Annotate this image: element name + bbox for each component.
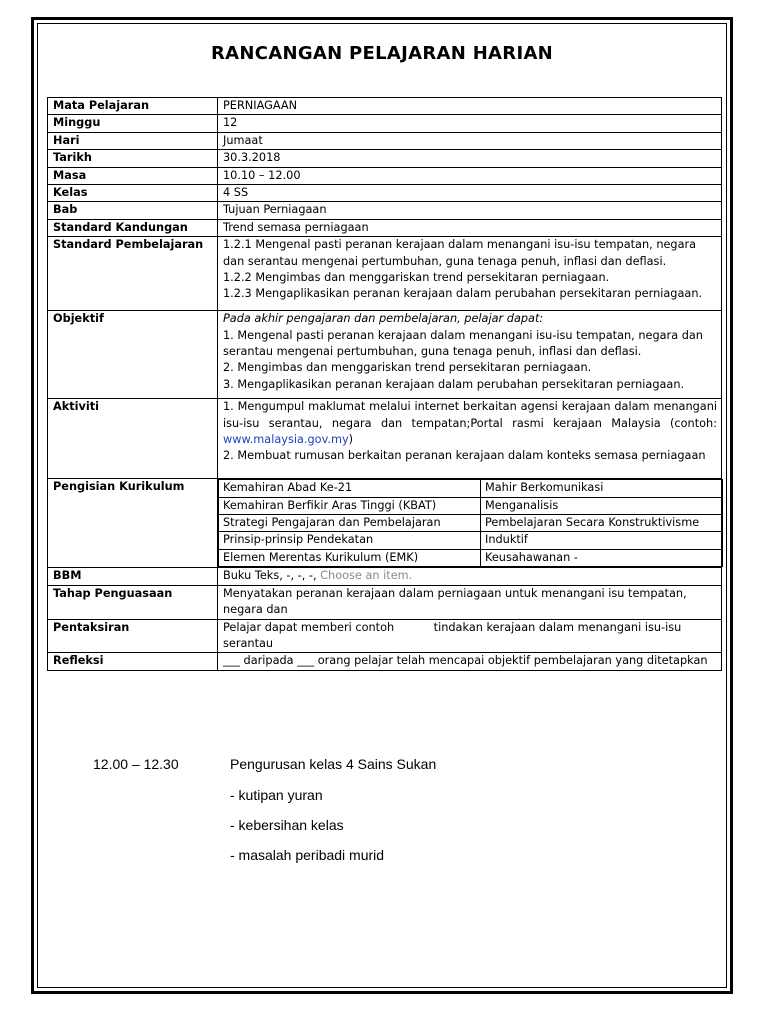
label-standard-pembelajaran: Standard Pembelajaran (48, 237, 218, 311)
value-bbm (218, 568, 722, 585)
kurikulum-value: Induktif (481, 532, 723, 549)
aktiviti-text-end: ) (348, 433, 354, 447)
kurikulum-key: Strategi Pengajaran dan Pembelajaran (219, 515, 481, 532)
schedule-time: 12.00 – 12.30 (93, 756, 179, 772)
row-tarikh (48, 150, 722, 167)
kurikulum-key: Kemahiran Berfikir Aras Tinggi (KBAT) (219, 497, 481, 514)
value-tarikh: 30.3.2018 (218, 150, 722, 167)
schedule-item: - kutipan yuran (230, 787, 323, 803)
kurikulum-key: Prinsip-prinsip Pendekatan (219, 532, 481, 549)
label-refleksi: Refleksi (48, 653, 218, 670)
label-tarikh: Tarikh (48, 150, 218, 167)
label-tahap-penguasaan: Tahap Penguasaan (48, 585, 218, 619)
row-objektif (48, 311, 722, 399)
value-kelas: 4 SS (218, 185, 722, 202)
row-bbm (48, 568, 722, 585)
label-standard-kandungan: Standard Kandungan (48, 219, 218, 236)
label-kelas: Kelas (48, 185, 218, 202)
row-pengisian-kurikulum (48, 479, 722, 568)
value-tahap-penguasaan: Menyatakan peranan kerajaan dalam perniagaan untuk menangani isu tempatan, negara dan (218, 585, 722, 619)
schedule-item: - kebersihan kelas (230, 817, 344, 833)
value-objektif (218, 311, 722, 399)
bbm-text: Buku Teks, -, -, -, (223, 569, 321, 583)
value-standard-kandungan: Trend semasa perniagaan (218, 219, 722, 236)
schedule-title: Pengurusan kelas 4 Sains Sukan (230, 756, 437, 772)
kurikulum-row (219, 497, 723, 514)
label-bab: Bab (48, 202, 218, 219)
value-mata-pelajaran: PERNIAGAAN (218, 98, 722, 115)
label-masa: Masa (48, 167, 218, 184)
value-pentaksiran: Pelajar dapat memberi contoh tindakan kerajaan dalam menangani isu-isu serantau (218, 619, 722, 653)
label-aktiviti: Aktiviti (48, 399, 218, 479)
schedule-item: - masalah peribadi murid (230, 847, 385, 863)
kurikulum-key: Kemahiran Abad Ke-21 (219, 480, 481, 497)
value-aktiviti (218, 399, 722, 479)
row-standard-pembelajaran (48, 237, 722, 311)
objektif-line: 2. Mengimbas dan menggariskan trend persekitaran perniagaan. (223, 361, 592, 375)
label-hari: Hari (48, 132, 218, 149)
kurikulum-row (219, 480, 723, 497)
kurikulum-row (219, 515, 723, 532)
label-objektif: Objektif (48, 311, 218, 399)
row-pentaksiran (48, 619, 722, 653)
row-bab (48, 202, 722, 219)
row-kelas (48, 185, 722, 202)
kurikulum-row (219, 549, 723, 566)
value-bab: Tujuan Perniagaan (218, 202, 722, 219)
row-masa (48, 167, 722, 184)
value-pengisian-kurikulum (218, 479, 722, 568)
objektif-line: 1. Mengenal pasti peranan kerajaan dalam menangani isu-isu tempatan, negara dan serantau mengenai pertumbuhan, guna tenaga penuh, inflasi dan deflasi. (223, 328, 703, 359)
label-pentaksiran: Pentaksiran (48, 619, 218, 653)
objektif-line: 3. Mengaplikasikan peranan kerajaan dalam perubahan persekitaran perniagaan. (223, 377, 685, 391)
value-minggu: 12 (218, 115, 722, 132)
label-mata-pelajaran: Mata Pelajaran (48, 98, 218, 115)
row-hari (48, 132, 722, 149)
kurikulum-value: Mahir Berkomunikasi (481, 480, 723, 497)
kurikulum-key: Elemen Merentas Kurikulum (EMK) (219, 549, 481, 566)
value-hari: Jumaat (218, 132, 722, 149)
label-minggu: Minggu (48, 115, 218, 132)
kurikulum-table (218, 479, 723, 567)
kurikulum-row (219, 532, 723, 549)
row-mata-pelajaran (48, 98, 722, 115)
row-tahap-penguasaan (48, 585, 722, 619)
row-refleksi (48, 653, 722, 670)
kurikulum-value: Keusahawanan - (481, 549, 723, 566)
row-standard-kandungan (48, 219, 722, 236)
standard-pembelajaran-line: 1.2.1 Mengenal pasti peranan kerajaan dalam menangani isu-isu tempatan, negara dan serantau mengenai pertumbuhan, guna tenaga penuh, inflasi dan deflasi. (223, 238, 697, 268)
value-masa: 10.10 – 12.00 (218, 167, 722, 184)
row-minggu (48, 115, 722, 132)
objektif-intro: Pada akhir pengajaran dan pembelajaran, pelajar dapat: (223, 312, 544, 326)
aktiviti-text: 1. Mengumpul maklumat melalui internet berkaitan agensi kerajaan dalam menangani isu-isu serantau, negara dan tempatan;Portal rasmi kerajaan Malaysia (contoh: (223, 400, 717, 430)
label-pengisian-kurikulum: Pengisian Kurikulum (48, 479, 218, 568)
document-title: RANCANGAN PELAJARAN HARIAN (210, 43, 554, 64)
label-bbm: BBM (48, 568, 218, 585)
lesson-plan-table (47, 97, 722, 671)
standard-pembelajaran-line: 1.2.3 Mengaplikasikan peranan kerajaan dalam perubahan persekitaran perniagaan. (223, 287, 703, 301)
malaysia-gov-link[interactable]: www.malaysia.gov.my (223, 433, 349, 447)
kurikulum-value: Pembelajaran Secara Konstruktivisme (481, 515, 723, 532)
bbm-choose-item-dropdown[interactable]: Choose an item. (320, 569, 413, 583)
aktiviti-line-1 (223, 399, 717, 448)
value-standard-pembelajaran (218, 237, 722, 311)
kurikulum-value: Menganalisis (481, 497, 723, 514)
standard-pembelajaran-line: 1.2.2 Mengimbas dan menggariskan trend persekitaran perniagaan. (223, 271, 610, 285)
aktiviti-line-2: 2. Membuat rumusan berkaitan peranan kerajaan dalam konteks semasa perniagaan (223, 449, 706, 463)
row-aktiviti (48, 399, 722, 479)
value-refleksi: ___ daripada ___ orang pelajar telah mencapai objektif pembelajaran yang ditetapkan (218, 653, 722, 670)
